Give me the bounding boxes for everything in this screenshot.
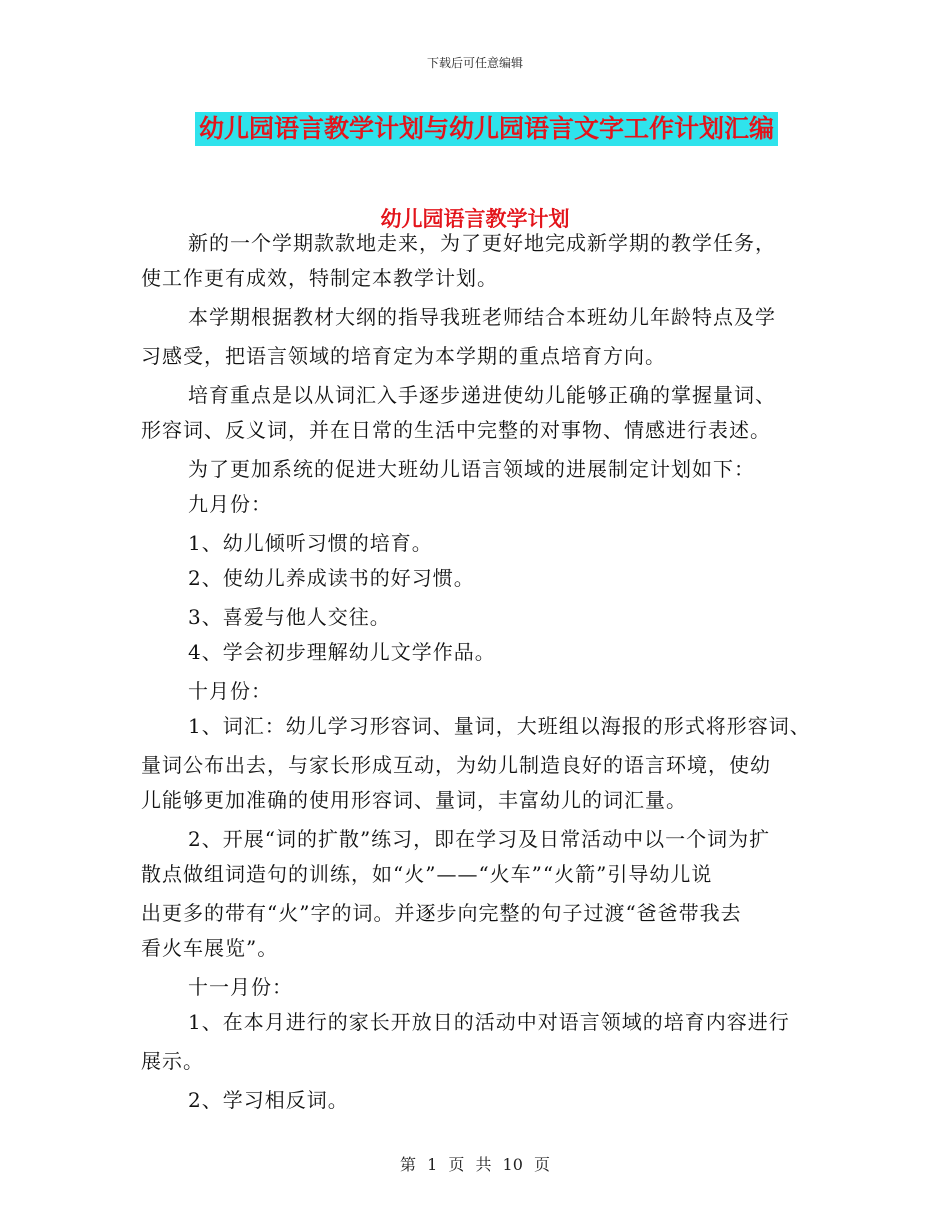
page-number: 第 1 页 共 10 页 [400,1155,550,1174]
paragraph-line: 习感受，把语言领域的培育定为本学期的重点培育方向。 [141,344,666,368]
paragraph-line: 看火车展览”。 [141,936,279,960]
header-note: 下载后可任意编辑 [426,56,523,70]
paragraph-line: 新的一个学期款款地走来，为了更好地完成新学期的教学任务， [188,231,776,255]
list-item: 4、学会初步理解幼儿文学作品。 [188,640,496,664]
month-heading: 十月份： [188,679,272,703]
list-item: 3、喜爱与他人交往。 [188,605,391,629]
section-title: 幼儿园语言教学计划 [380,207,570,231]
paragraph-line: 使工作更有成效，特制定本教学计划。 [141,266,498,290]
paragraph-line: 量词公布出去，与家长形成互动，为幼儿制造良好的语言环境，使幼 [141,753,771,777]
paragraph-line: 为了更加系统的促进大班幼儿语言领域的进展制定计划如下： [188,457,755,481]
month-heading: 九月份： [188,492,272,516]
paragraph-line: 培育重点是以从词汇入手逐步递进使幼儿能够正确的掌握量词、 [188,383,776,407]
paragraph-line: 本学期根据教材大纲的指导我班老师结合本班幼儿年龄特点及学 [188,305,776,329]
paragraph-line: 儿能够更加准确的使用形容词、量词，丰富幼儿的词汇量。 [141,788,687,812]
list-item: 1、在本月进行的家长开放日的活动中对语言领域的培育内容进行 [188,1010,790,1034]
list-item: 2、开展“词的扩散”练习，即在学习及日常活动中以一个词为扩 [188,827,771,851]
document-title: 幼儿园语言教学计划与幼儿园语言文字工作计划汇编 [195,112,778,146]
paragraph-line: 散点做组词造句的训练，如“火”——“火车”“火箭”引导幼儿说 [141,862,713,886]
paragraph-line: 展示。 [141,1049,204,1073]
list-item: 1、幼儿倾听习惯的培育。 [188,531,433,555]
month-heading: 十一月份： [188,975,293,999]
list-item: 2、学习相反词。 [188,1088,349,1112]
list-item: 1、词汇：幼儿学习形容词、量词，大班组以海报的形式将形容词、 [188,714,811,738]
paragraph-line: 形容词、反义词，并在日常的生活中完整的对事物、情感进行表述。 [141,418,771,442]
paragraph-line: 出更多的带有“火”字的词。并逐步向完整的句子过渡“爸爸带我去 [141,901,742,925]
list-item: 2、使幼儿养成读书的好习惯。 [188,566,475,590]
